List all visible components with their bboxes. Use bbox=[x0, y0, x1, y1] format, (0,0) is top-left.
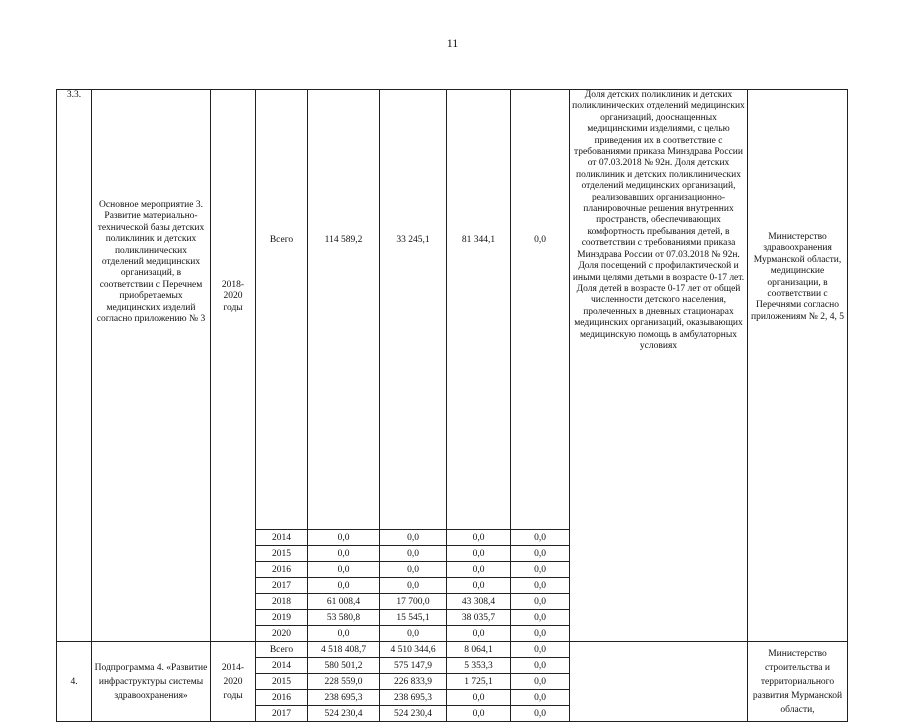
regional-cell: 8 064,1 bbox=[447, 642, 511, 658]
federal-cell: 0,0 bbox=[380, 530, 447, 546]
measure-name: Основное мероприятие 3. Развитие материально-технической базы детских поликлиник и детских поликлинических отделений медицинских организаций, в соответствии с Перечнем приобретаемых медицинских изделий согласно приложению № 3 bbox=[92, 90, 211, 642]
year-cell: 2017 bbox=[256, 706, 308, 722]
executor-text: Министерство строительства и территориального развития Мурманской области, bbox=[748, 642, 848, 722]
year-cell: Всего bbox=[256, 642, 308, 658]
year-cell: 2016 bbox=[256, 690, 308, 706]
page-number: 11 bbox=[446, 36, 459, 50]
regional-cell: 0,0 bbox=[447, 562, 511, 578]
finance-federal: 33 245,1 bbox=[380, 90, 447, 530]
finance-total: 114 589,2 bbox=[308, 90, 380, 530]
federal-cell: 15 545,1 bbox=[380, 610, 447, 626]
total-cell: 0,0 bbox=[308, 578, 380, 594]
year-cell: 2015 bbox=[256, 674, 308, 690]
total-cell: 524 230,4 bbox=[308, 706, 380, 722]
total-cell: 580 501,2 bbox=[308, 658, 380, 674]
regional-cell: 0,0 bbox=[447, 578, 511, 594]
regional-cell: 43 308,4 bbox=[447, 594, 511, 610]
total-cell: 238 695,3 bbox=[308, 690, 380, 706]
indicators-text: Доля детских поликлиник и детских поликлинических отделений медицинских организаций, дооснащенных медицинскими изделиями, с целью приведения их в соответствие с требованиями приказа Минздрава России от 07.03.2018 № 92н. Доля детских поликлиник и детских поликлинических отделений медицинских организаций, реализовавших организационно-планировочные решения внутренних пространств, обеспечивающих комфортность пребывания детей, в соответствии с требованиями приказа Минздрава России от 07.03.2018 № 92н. Доля посещений с профилактической и иными целями детьми в возрасте 0-17 лет. Доля детей в возрасте 0-17 лет от общей численности детского населения, пролеченных в дневных стационарах медицинских организаций, оказывающих медицинскую помощь в амбулаторных условиях bbox=[570, 90, 748, 642]
federal-cell: 0,0 bbox=[380, 578, 447, 594]
other-cell: 0,0 bbox=[511, 530, 570, 546]
other-cell: 0,0 bbox=[511, 658, 570, 674]
program-table bbox=[56, 89, 848, 722]
row-number: 3.3. bbox=[57, 90, 92, 642]
total-cell: 0,0 bbox=[308, 626, 380, 642]
other-cell: 0,0 bbox=[511, 546, 570, 562]
year-cell: 2020 bbox=[256, 626, 308, 642]
year-cell: 2017 bbox=[256, 578, 308, 594]
year-cell: 2019 bbox=[256, 610, 308, 626]
regional-cell: 0,0 bbox=[447, 690, 511, 706]
year-cell: 2014 bbox=[256, 658, 308, 674]
regional-cell: 0,0 bbox=[447, 530, 511, 546]
total-cell: 53 580,8 bbox=[308, 610, 380, 626]
other-cell: 0,0 bbox=[511, 594, 570, 610]
other-cell: 0,0 bbox=[511, 690, 570, 706]
regional-cell: 5 353,3 bbox=[447, 658, 511, 674]
total-cell: 0,0 bbox=[308, 530, 380, 546]
table-row bbox=[57, 642, 848, 658]
finance-regional: 81 344,1 bbox=[447, 90, 511, 530]
federal-cell: 0,0 bbox=[380, 562, 447, 578]
federal-cell: 0,0 bbox=[380, 626, 447, 642]
regional-cell: 38 035,7 bbox=[447, 610, 511, 626]
other-cell: 0,0 bbox=[511, 642, 570, 658]
federal-cell: 0,0 bbox=[380, 546, 447, 562]
federal-cell: 524 230,4 bbox=[380, 706, 447, 722]
table-row bbox=[57, 90, 848, 530]
total-cell: 0,0 bbox=[308, 546, 380, 562]
regional-cell: 0,0 bbox=[447, 546, 511, 562]
other-cell: 0,0 bbox=[511, 674, 570, 690]
other-cell: 0,0 bbox=[511, 706, 570, 722]
regional-cell: 0,0 bbox=[447, 706, 511, 722]
other-cell: 0,0 bbox=[511, 578, 570, 594]
total-cell: 0,0 bbox=[308, 562, 380, 578]
period-years: 2014-2020 годы bbox=[211, 642, 256, 722]
year-cell: 2016 bbox=[256, 562, 308, 578]
total-cell: 61 008,4 bbox=[308, 594, 380, 610]
executor-text: Министерство здравоохранения Мурманской области, медицинские организации, в соответствии с Перечнями согласно приложениям № 2, 4, 5 bbox=[748, 90, 848, 642]
total-cell: 228 559,0 bbox=[308, 674, 380, 690]
federal-cell: 17 700,0 bbox=[380, 594, 447, 610]
finance-other: 0,0 bbox=[511, 90, 570, 530]
year-cell: 2014 bbox=[256, 530, 308, 546]
period-years: 2018-2020 годы bbox=[211, 90, 256, 642]
federal-cell: 226 833,9 bbox=[380, 674, 447, 690]
federal-cell: 4 510 344,6 bbox=[380, 642, 447, 658]
regional-cell: 1 725,1 bbox=[447, 674, 511, 690]
row-number: 4. bbox=[57, 642, 92, 722]
other-cell: 0,0 bbox=[511, 626, 570, 642]
regional-cell: 0,0 bbox=[447, 626, 511, 642]
finance-label: Всего bbox=[256, 90, 308, 530]
indicators-text bbox=[570, 642, 748, 722]
other-cell: 0,0 bbox=[511, 610, 570, 626]
federal-cell: 238 695,3 bbox=[380, 690, 447, 706]
other-cell: 0,0 bbox=[511, 562, 570, 578]
federal-cell: 575 147,9 bbox=[380, 658, 447, 674]
year-cell: 2015 bbox=[256, 546, 308, 562]
measure-name: Подпрограмма 4. «Развитие инфраструктуры системы здравоохранения» bbox=[92, 642, 211, 722]
year-cell: 2018 bbox=[256, 594, 308, 610]
total-cell: 4 518 408,7 bbox=[308, 642, 380, 658]
